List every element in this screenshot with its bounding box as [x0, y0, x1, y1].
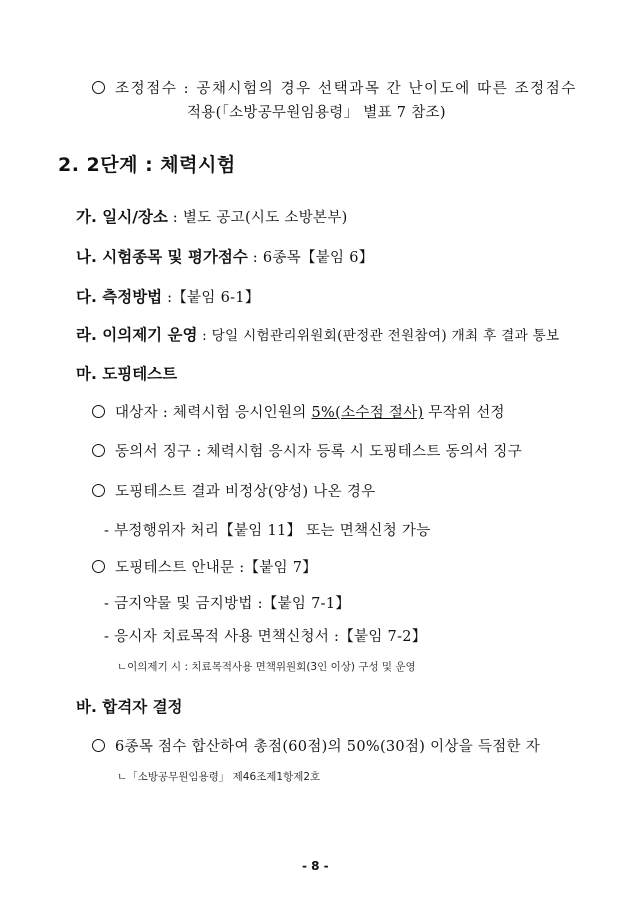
item-ba: 바. 합격자 결정 — [76, 698, 183, 716]
circle-bullet-icon — [92, 81, 105, 94]
circle-bullet-icon — [92, 560, 105, 573]
intro-adjusted-score: 조정점수 : 공채시험의 경우 선택과목 간 난이도에 따른 조정점수 — [92, 77, 577, 98]
section-title: 2. 2단계 : 체력시험 — [58, 154, 236, 176]
item-da: 다. 측정방법 :【붙임 6-1】 — [76, 288, 260, 306]
item-ga: 가. 일시/장소 : 별도 공고(시도 소방본부) — [76, 208, 348, 226]
circle-bullet-icon — [92, 739, 105, 752]
item-ma: 마. 도핑테스트 — [76, 365, 178, 383]
pass-note: ㄴ「소방공무원임용령」 제46조제1항제2호 — [117, 771, 321, 783]
item-na: 나. 시험종목 및 평가점수 : 6종목【붙임 6】 — [76, 248, 374, 266]
intro-adjusted-score-ref: 적용(「소방공무원임용령」 별표 7 참조) — [187, 105, 446, 121]
item-ra: 라. 이의제기 운영 : 당일 시험관리위원회(판정관 전원참여) 개최 후 결과 통보 — [76, 326, 560, 344]
doping-abnormal-sub: - 부정행위자 처리【붙임 11】 또는 면책신청 가능 — [104, 523, 431, 539]
circle-bullet-icon — [92, 444, 105, 457]
doping-guide-note: ㄴ이의제기 시 : 치료목적사용 면책위원회(3인 이상) 구성 및 운영 — [117, 661, 416, 673]
doping-guide: 도핑테스트 안내문 :【붙임 7】 — [92, 556, 317, 577]
doping-abnormal: 도핑테스트 결과 비정상(양성) 나온 경우 — [92, 480, 375, 501]
doping-target: 대상자 : 체력시험 응시인원의 5%(소수점 절사) 무작위 선정 — [92, 401, 505, 422]
doping-guide-sub1: - 금지약물 및 금지방법 :【붙임 7-1】 — [104, 596, 351, 612]
circle-bullet-icon — [92, 484, 105, 497]
pass-criteria: 6종목 점수 합산하여 총점(60점)의 50%(30점) 이상을 득점한 자 — [92, 735, 540, 756]
doping-consent: 동의서 징구 : 체력시험 응시자 등록 시 도핑테스트 동의서 징구 — [92, 440, 522, 461]
page-number: - 8 - — [302, 859, 329, 873]
doping-guide-sub2: - 응시자 치료목적 사용 면책신청서 :【붙임 7-2】 — [104, 629, 427, 645]
circle-bullet-icon — [92, 405, 105, 418]
